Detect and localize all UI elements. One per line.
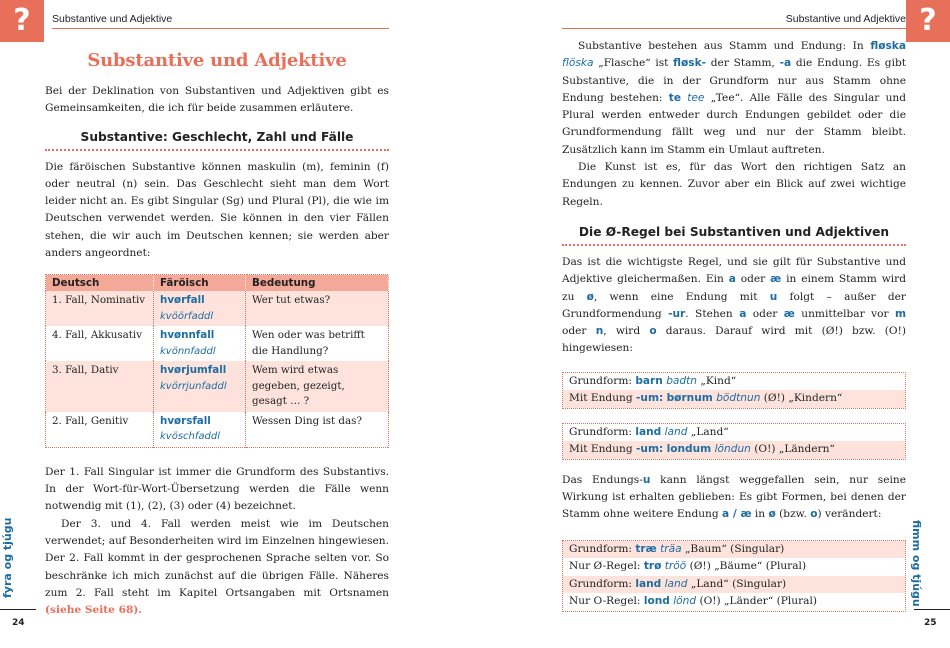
text: (O!) „Ländern“ — [750, 443, 835, 456]
question-mark-icon: ? — [906, 0, 950, 42]
running-head: Substantive und Adjektive — [562, 13, 906, 29]
cell-faeroeisch — [154, 412, 246, 448]
cell-faeroeisch — [154, 291, 246, 326]
faroese-word: barn — [635, 374, 663, 387]
pronunciation: tröö — [664, 560, 687, 573]
ending: -um: — [636, 443, 664, 456]
cell-deutsch: 1. Fall, Nominativ — [46, 291, 154, 326]
letter: ø — [768, 508, 776, 521]
text: oder — [562, 325, 596, 338]
col-header-faeroeisch: Färöisch — [154, 275, 246, 292]
text: „Baum“ (Singular) — [681, 542, 785, 555]
text: „Kind“ — [697, 374, 737, 387]
cell-faeroeisch — [154, 326, 246, 361]
text: kann längst weggefallen sein, nur seine Wirkung ist erhalten geblieben: Es gibt Formen, bei denen der Stamm ohne weitere Endung — [562, 473, 906, 521]
letter: æ — [783, 307, 795, 320]
example-row — [563, 541, 905, 559]
pronunciation: bödtnun — [716, 392, 761, 405]
pronunciation: kvöschfaddl — [160, 431, 220, 443]
pronunciation: badtn — [666, 374, 697, 387]
text: oder — [746, 307, 784, 320]
text: „Flasche“ ist — [593, 57, 674, 70]
text: , wenn eine Endung mit — [593, 290, 770, 303]
table-row — [46, 291, 389, 326]
text: Das Endungs- — [562, 473, 643, 486]
page-number-rule — [914, 609, 950, 610]
example-row — [563, 373, 905, 391]
text: , wird — [603, 325, 650, 338]
letter: a / æ — [722, 508, 752, 521]
faroese-word: hvørsfall — [160, 414, 211, 427]
cell-deutsch: 4. Fall, Akkusativ — [46, 326, 154, 361]
cell-deutsch: 2. Fall, Genitiv — [46, 412, 154, 448]
pronunciation: kvörrjunfaddl — [160, 380, 227, 392]
cell-faeroeisch — [154, 361, 246, 412]
faroese-word: -a — [779, 57, 792, 70]
cell-bedeutung: Wessen Ding ist das? — [246, 412, 389, 448]
cell-bedeutung: Wer tut etwas? — [246, 291, 389, 326]
paragraph-art: Die Kunst ist es, für das Wort den richtigen Satz an Endungen zu kennen. Zuvor aber ein Blick auf zwei wichtige Regeln. — [562, 161, 906, 208]
letter: u — [769, 290, 778, 303]
letter: a — [739, 307, 747, 320]
text: „Land“ — [687, 425, 729, 438]
cell-bedeutung: Wen oder was betrifft die Handlung? — [246, 326, 389, 361]
letter: u — [642, 473, 651, 486]
text: „Tee“. Alle Fälle des Singular und Plural werden entweder durch Endungen gebildet oder die Grundformendung fällt weg und nur der Stamm bleibt. Zusätzlich kann im Stamm ein Umlaut auftreten. — [562, 91, 907, 156]
pronunciation: kvöörfaddl — [160, 310, 214, 322]
left-content — [45, 50, 389, 620]
table-row — [46, 361, 389, 412]
paragraph-stem-ending — [562, 38, 906, 159]
pronunciation: flöska — [562, 57, 594, 70]
letter: o — [810, 508, 818, 521]
col-header-deutsch: Deutsch — [46, 275, 154, 292]
pronunciation: löndun — [714, 443, 751, 456]
text: in einem Stamm wird zu — [562, 273, 907, 303]
running-head: Substantive und Adjektive — [52, 13, 389, 29]
text: „Land“ (Singular) — [687, 577, 787, 590]
section-paragraph: Die färöischen Substantive können maskulin (m), feminin (f) oder neutral (n) sein. Das Geschlecht sieht man dem Wort leider nicht an. Es gibt Singular (Sg) und Plural (Pl), die wie im Deutschen verwendet werden. Sie können in den vier Fällen stehen, die wir auch im Deutschen kennen; sie werden aber anders angeordnet: — [45, 160, 389, 260]
example-box-barn — [562, 372, 906, 409]
faroese-word: lond — [643, 595, 670, 608]
faroese-word: træ — [635, 542, 657, 555]
page-number: 25 — [924, 618, 937, 628]
letter: a — [728, 273, 736, 286]
text: unmittelbar vor — [794, 307, 895, 320]
example-row — [563, 593, 905, 611]
pronunciation: tee — [687, 91, 705, 104]
paragraph-usage-text: Der 3. und 4. Fall werden meist wie im Deutschen verwendet; auf Besonderheiten wird im Einzelnen hingewiesen. Der 2. Fall kommt in der gesprochenen Sprache selten vor. So beschränke ich mich zunächst auf die übrigen Fälle. Näheres zum 2. Fall steht im Kapitel Ortsangaben mit Ortsnamen — [45, 517, 389, 599]
question-mark-icon: ? — [0, 0, 44, 42]
text: (Ø!) „Bäume“ (Plural) — [686, 560, 807, 573]
text: (Ø!) „Kindern“ — [760, 392, 843, 405]
letter: -ur — [668, 307, 686, 320]
faroese-word: trø — [643, 560, 662, 573]
ending: -um: — [636, 392, 664, 405]
text: Nur Ø-Regel: — [569, 560, 644, 573]
pronunciation: land — [664, 577, 688, 590]
text: Grundform: — [569, 577, 636, 590]
page-number-rule — [0, 609, 36, 610]
letter: m — [894, 307, 906, 320]
page-reference-link[interactable]: (siehe Seite 68). — [45, 604, 143, 617]
faroese-word: land — [635, 425, 662, 438]
text: Grundform: — [569, 374, 636, 387]
text: Substantive bestehen aus Stamm und Endung: In — [578, 40, 871, 52]
intro-paragraph: Bei der Deklination von Substantiven und Adjektiven gibt es Gemeinsamkeiten, die ich für beide zusammen erläutere. — [45, 85, 389, 115]
pronunciation: träa — [660, 542, 682, 555]
text: der Stamm, — [706, 57, 780, 70]
letter: ø — [586, 290, 594, 303]
section-heading: Die Ø-Regel bei Substantiven und Adjektiven — [562, 225, 906, 246]
section-heading: Substantive: Geschlecht, Zahl und Fälle — [45, 130, 389, 151]
faroese-word: land — [635, 577, 662, 590]
paragraph-cases: Der 1. Fall Singular ist immer die Grundform des Substantivs. In der Wort-für-Wort-Übersetzung werden die Fälle wenn notwendig mit (1), (2), (3) oder (4) bezeichnet. — [45, 465, 389, 513]
text: Mit Endung — [569, 392, 636, 405]
cell-deutsch: 3. Fall, Dativ — [46, 361, 154, 412]
letter: n — [595, 325, 604, 338]
text: Das ist die wichtigste Regel, und sie gilt für Substantive und Adjektive gleichermaßen. Ein — [562, 255, 906, 286]
page-title: Substantive und Adjektive — [87, 50, 347, 71]
text: die Endung. Es gibt Substantive, die in der Grundform nur aus Stamm ohne Endung bestehen: — [562, 57, 907, 104]
faroese-word: te — [668, 91, 681, 104]
faroese-word: børnum — [666, 392, 713, 405]
faroese-word: fløsk- — [673, 57, 707, 70]
faroese-word: londum — [666, 443, 712, 456]
example-row — [563, 558, 905, 576]
letter: o — [649, 325, 657, 338]
col-header-bedeutung: Bedeutung — [246, 275, 389, 292]
text: Grundform: — [569, 425, 636, 438]
example-row — [563, 441, 905, 459]
pronunciation: kvönnfaddl — [160, 345, 216, 357]
table-row — [46, 412, 389, 448]
side-label: fyra og tjúgu — [1, 517, 14, 598]
text: . Stehen — [685, 307, 740, 320]
right-page — [475, 0, 950, 648]
faroese-word: hvørfall — [160, 294, 205, 307]
faroese-word: fløska — [870, 40, 906, 52]
paragraph-endungs-u — [562, 472, 906, 524]
example-row — [563, 390, 905, 408]
table-header-row — [46, 275, 389, 292]
pronunciation: lönd — [673, 595, 697, 608]
table-row — [46, 326, 389, 361]
example-box-land — [562, 423, 906, 460]
text: daraus. Darauf wird mit (Ø!) bzw. (O!) hingewiesen: — [562, 325, 906, 355]
cell-bedeutung: Wem wird etwas gegeben, gezeigt, gesagt … ? — [246, 361, 389, 412]
text: in — [751, 508, 769, 521]
page-number: 24 — [12, 618, 25, 628]
text: oder — [735, 273, 771, 286]
example-row — [563, 424, 905, 442]
paragraph-oe-rule — [562, 254, 906, 358]
paragraph-usage — [45, 516, 389, 620]
text: Nur O-Regel: — [569, 595, 644, 608]
text: folgt – außer der Grundformendung — [562, 290, 906, 320]
example-row — [563, 576, 905, 594]
example-box-umlaut — [562, 540, 906, 612]
faroese-word: hvønnfall — [160, 329, 215, 342]
text: (bzw. — [775, 508, 811, 521]
case-table — [45, 274, 389, 448]
side-label: fimm og tjúgu — [910, 520, 923, 607]
text: ) verändert: — [817, 508, 882, 521]
right-content — [562, 38, 906, 624]
text: Mit Endung — [569, 443, 636, 456]
pronunciation: land — [664, 425, 688, 438]
letter: æ — [770, 273, 782, 286]
faroese-word: hvørjumfall — [160, 364, 227, 377]
text: Grundform: — [569, 542, 636, 555]
text: (O!) „Länder“ (Plural) — [696, 595, 817, 608]
